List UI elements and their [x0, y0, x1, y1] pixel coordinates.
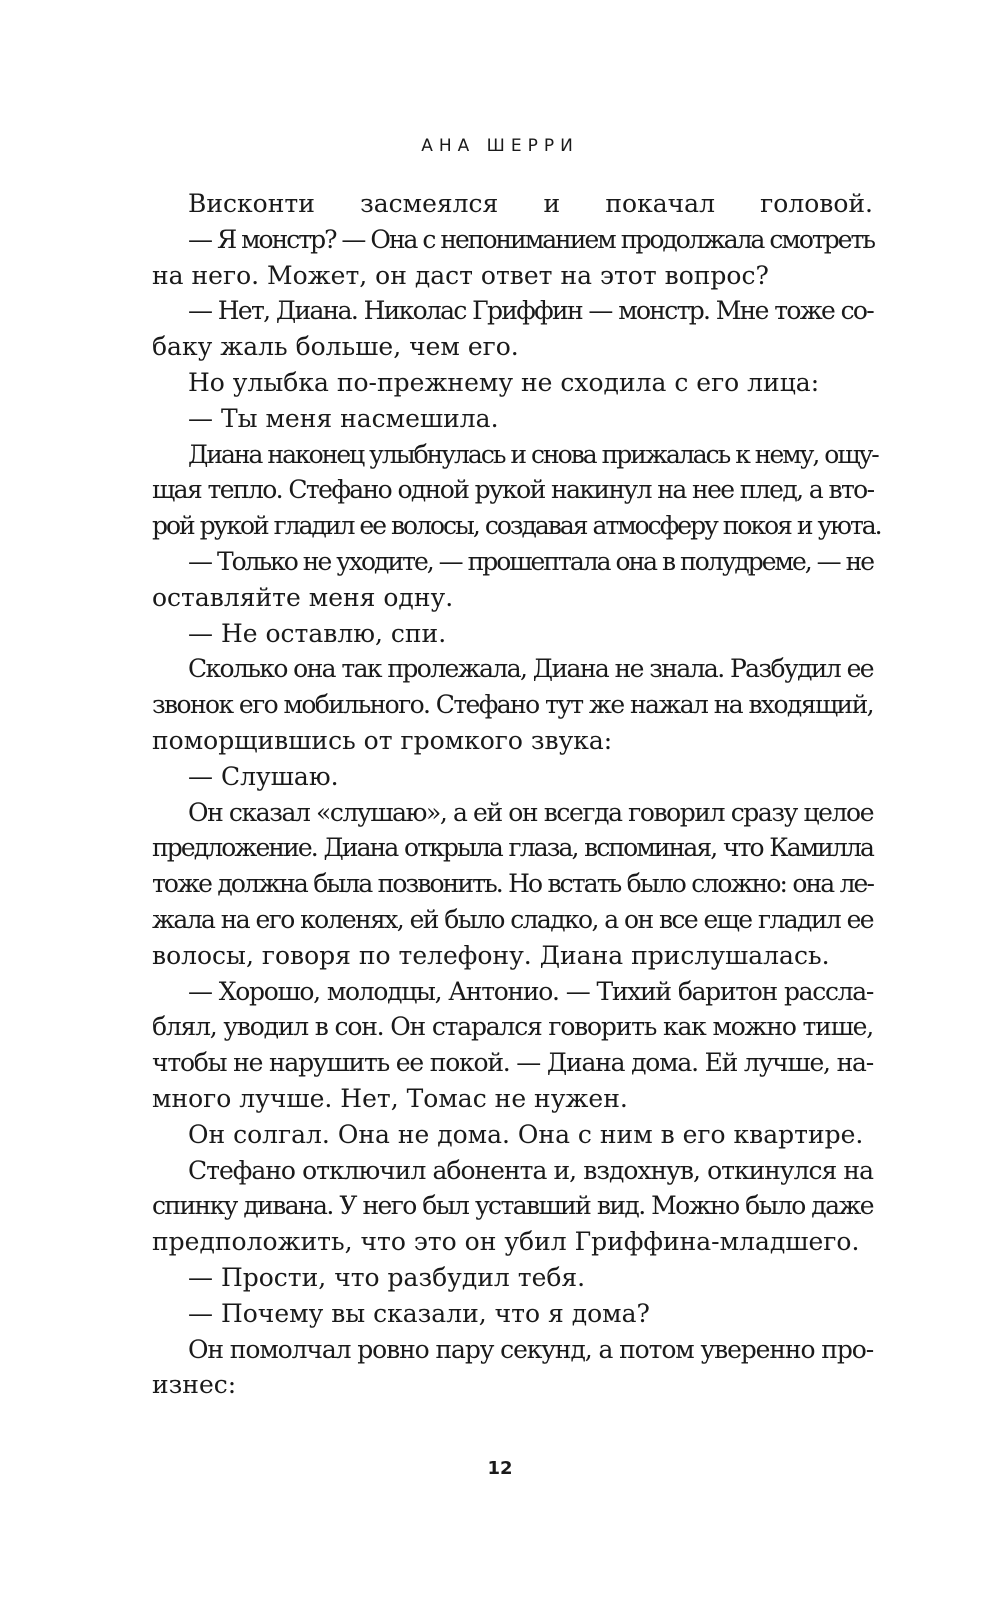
text-line: много лучше. Нет, Томас не нужен.: [152, 1083, 628, 1113]
text-line: — Хорошо, молодцы, Антонио. — Тихий баритон рассла-: [188, 976, 873, 1006]
running-header: АНА ШЕРРИ: [421, 136, 579, 156]
text-line: Но улыбка по-прежнему не сходила с его лица:: [188, 367, 820, 397]
text-line: — Я монстр? — Она с непониманием продолжала смотреть: [188, 224, 874, 254]
text-line: предложение. Диана открыла глаза, вспоминая, что Камилла: [152, 833, 873, 863]
text-line: Сколько она так пролежала, Диана не знала. Разбудил ее: [188, 654, 873, 684]
text-line: Он помолчал ровно пару секунд, а потом уверенно про-: [188, 1334, 874, 1364]
body-text: [152, 186, 881, 1403]
text-line: баку жаль больше, чем его.: [152, 332, 519, 362]
text-line: — Ты меня насмешила.: [188, 403, 499, 433]
text-line: Висконти засмеялся и покачал головой.: [188, 189, 873, 218]
text-line: поморщившись от громкого звука:: [152, 725, 613, 755]
text-line: тоже должна была позвонить. Но встать было сложно: она ле-: [152, 869, 873, 899]
text-line: — Прости, что разбудил тебя.: [188, 1262, 586, 1292]
page-number: 12: [487, 1458, 513, 1479]
text-line: — Только не уходите, — прошептала она в полудреме, — не: [188, 546, 874, 576]
text-line: Он сказал «слушаю», а ей он всегда говорил сразу целое: [188, 797, 874, 827]
text-line: Диана наконец улыбнулась и снова прижалась к нему, ощу-: [188, 439, 878, 469]
text-line: жала на его коленях, ей было сладко, а он все еще гладил ее: [152, 904, 873, 934]
text-line: чтобы не нарушить ее покой. — Диана дома. Ей лучше, на-: [152, 1048, 873, 1078]
text-line: щая тепло. Стефано одной рукой накинул на нее плед, а вто-: [152, 475, 874, 505]
text-line: волосы, говоря по телефону. Диана прислушалась.: [152, 940, 830, 970]
text-line: оставляйте меня одну.: [152, 582, 454, 612]
text-line: спинку дивана. У него был уставший вид. Можно было даже: [152, 1191, 873, 1221]
text-line: — Не оставлю, спи.: [188, 618, 447, 648]
text-line: рой рукой гладил ее волосы, создавая атмосферу покоя и уюта.: [152, 511, 881, 541]
text-line: на него. Может, он даст ответ на этот вопрос?: [152, 260, 769, 290]
text-line: предположить, что это он убил Гриффина-младшего.: [152, 1227, 860, 1257]
text-line: звонок его мобильного. Стефано тут же нажал на входящий,: [152, 690, 873, 720]
text-line: — Почему вы сказали, что я дома?: [188, 1298, 650, 1328]
text-line: Он солгал. Она не дома. Она с ним в его квартире.: [188, 1119, 864, 1149]
text-line: Стефано отключил абонента и, вздохнув, откинулся на: [188, 1155, 873, 1185]
text-line: блял, уводил в сон. Он старался говорить как можно тише,: [152, 1012, 873, 1042]
text-line: — Слушаю.: [188, 761, 339, 791]
text-line: — Нет, Диана. Николас Гриффин — монстр. Мне тоже со-: [188, 296, 873, 326]
text-line: изнес:: [152, 1370, 237, 1400]
